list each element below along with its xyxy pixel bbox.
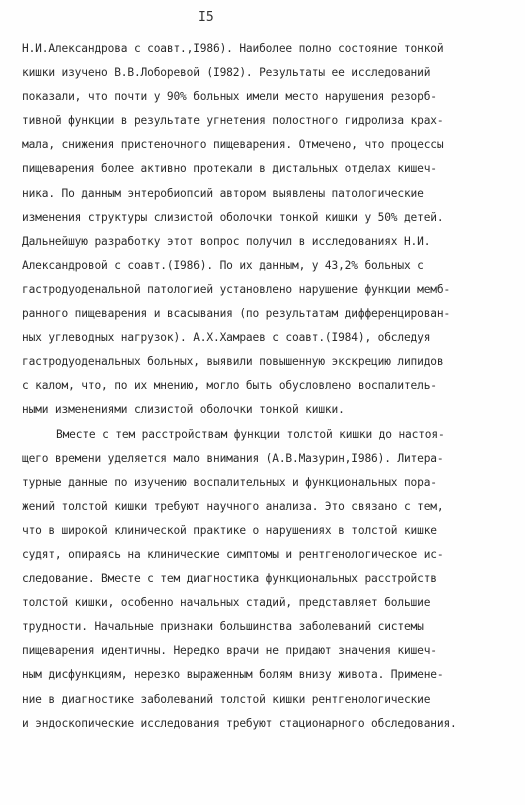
text-line: жений толстой кишки требуют научного анализа. Это связано с тем, — [22, 499, 444, 513]
text-line: толстой кишки, особенно начальных стадий, представляет большие — [22, 596, 431, 610]
text-line: показали, что почти у 90% больных имели место нарушения резорб- — [22, 90, 437, 104]
text-line: ранного пищеварения и всасывания (по результатам дифференцирован- — [22, 307, 451, 321]
text-line: трудности. Начальные признаки большинства заболеваний системы — [22, 620, 424, 634]
text-line: ным дисфункциям, нерезко выраженным болям внизу живота. Примене- — [22, 668, 444, 682]
text-line: гастродуоденальной патологией установлено нарушение функции мемб- — [22, 282, 451, 296]
page-number: I5 — [198, 10, 214, 25]
text-line: ника. По данным энтеробиопсий автором выявлены патологические — [22, 186, 424, 200]
text-line: ными изменениями слизистой оболочки тонкой кишки. — [22, 403, 345, 417]
text-line: кишки изучено В.В.Лоборевой (I982). Результаты ее исследований — [22, 66, 431, 80]
paragraph-start-line: Вместе с тем расстройствам функции толстой кишки до настоя- — [56, 427, 445, 441]
text-line: тивной функции в результате угнетения полостного гидролиза крах- — [22, 114, 444, 128]
text-line: Александровой с соавт.(I986). По их данным, у 43,2% больных с — [22, 258, 424, 272]
text-line: Н.И.Александрова с соавт.,I986). Наиболее полно состояние тонкой — [22, 42, 444, 55]
body-text — [22, 37, 522, 736]
text-line: с калом, что, по их мнению, могло быть обусловлено воспалитель- — [22, 379, 437, 393]
text-line: турные данные по изучению воспалительных и функциональных пора- — [22, 475, 437, 489]
text-line: пищеварения идентичны. Нередко врачи не придают значения кишеч- — [22, 644, 437, 658]
text-line: пищеварения более активно протекали в дистальных отделах кишеч- — [22, 162, 437, 176]
text-line: изменения структуры слизистой оболочки тонкой кишки у 50% детей. — [22, 210, 444, 224]
text-line: и эндоскопические исследования требуют стационарного обследования. — [22, 716, 457, 730]
text-line: щего времени уделяется мало внимания (А.В.Мазурин,I986). Литера- — [22, 451, 444, 465]
text-line: мала, снижения пристеночного пищеварения. Отмечено, что процессы — [22, 138, 444, 152]
text-line: Дальнейшую разработку этот вопрос получил в исследованиях Н.И. — [22, 234, 431, 248]
text-line: что в широкой клинической практике о нарушениях в толстой кишке — [22, 523, 437, 537]
text-line: следование. Вместе с тем диагностика функциональных расстройств — [22, 572, 437, 586]
text-line: ние в диагностике заболеваний толстой кишки рентгенологические — [22, 692, 431, 706]
text-line: гастродуоденальных больных, выявили повышенную экскрецию липидов — [22, 355, 444, 369]
text-line: ных углеводных нагрузок). А.Х.Хамраев с соавт.(I984), обследуя — [22, 331, 431, 345]
text-line: судят, опираясь на клинические симптомы и рентгенологическое ис- — [22, 547, 444, 561]
